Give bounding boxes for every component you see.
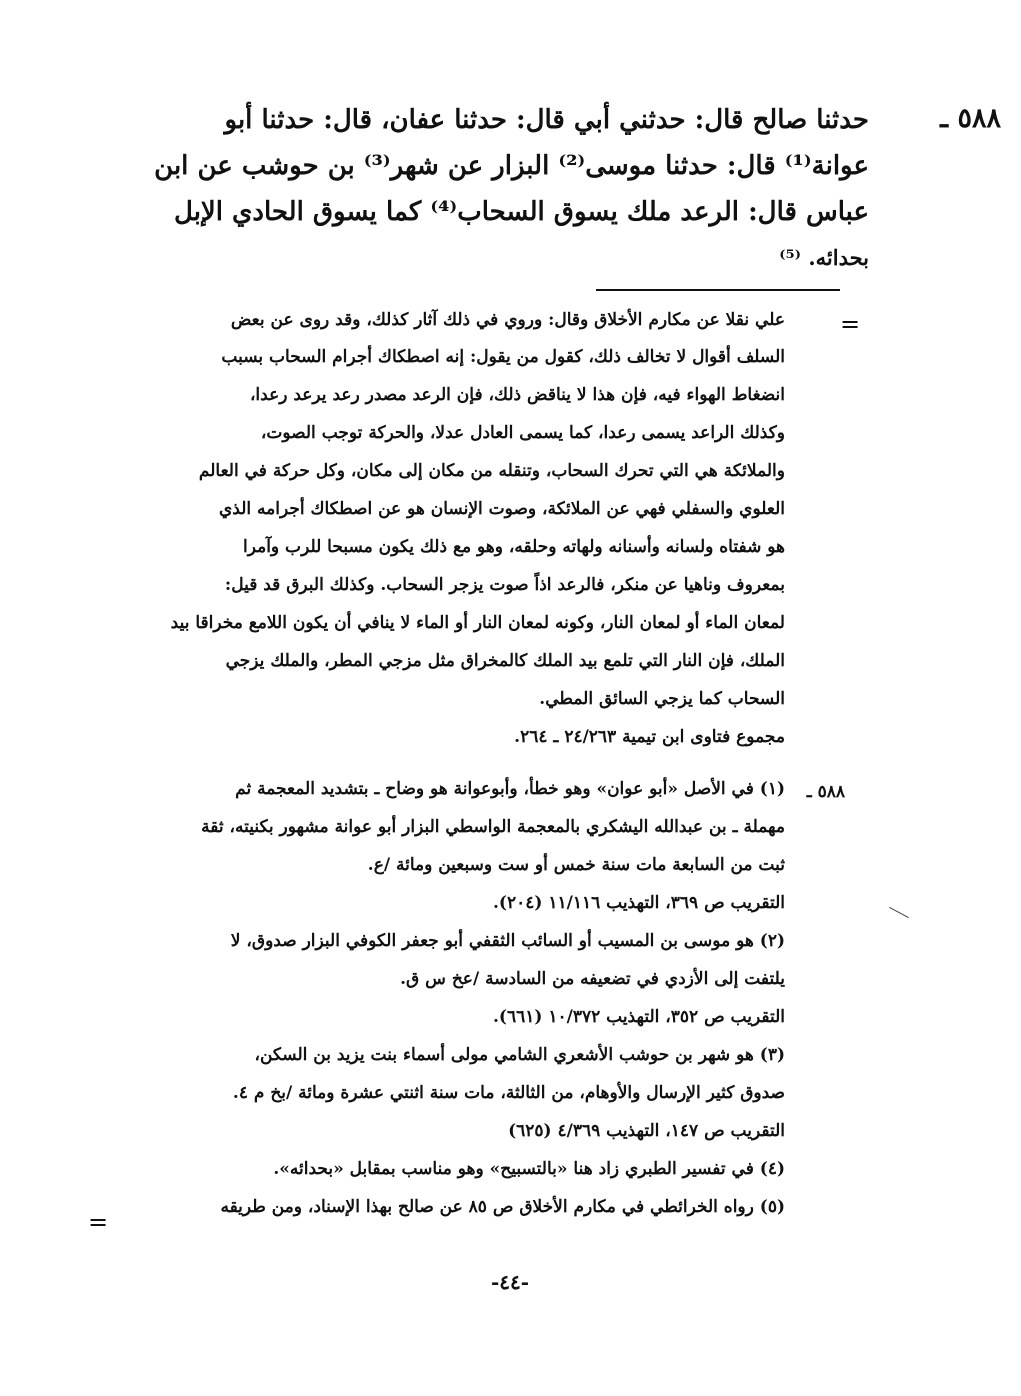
footnote-line: مهملة ـ بن عبدالله اليشكري بالمعجمة الواسطي البزار أبو عوانة مشهور بكنيته، ثقة bbox=[201, 817, 785, 837]
footnote-item-3: (٣) هو شهر بن حوشب الأشعري الشامي مولى أسماء بنت يزيد بن السكن، bbox=[254, 1045, 785, 1065]
continuation-mark-top: = bbox=[839, 310, 861, 338]
page-number: -٤٤- bbox=[490, 1270, 530, 1294]
footnote-line: يلتفت إلى الأزدي في تضعيفه من السادسة /عخ س ق. bbox=[400, 969, 785, 989]
footnote-source-line: التقريب ص ٣٦٩، التهذيب ١١/١١٦ (٢٠٤). bbox=[493, 893, 785, 913]
footnote-item-4: (٤) في تفسير الطبري زاد هنا «بالتسبيح» وهو مناسب بمقابل «بحدائه». bbox=[273, 1159, 785, 1179]
footnote-line: بمعروف وناهيا عن منكر، فالرعد اذاً صوت يزجر السحاب. وكذلك البرق قد قيل: bbox=[224, 575, 785, 595]
footnote-item-2: (٢) هو موسى بن المسيب أو السائب الثقفي أبو جعفر الكوفي البزار صدوق، لا bbox=[230, 931, 785, 951]
continuation-mark-bottom: = bbox=[87, 1208, 109, 1236]
footnote-block-number: ٥٨٨ ـ bbox=[806, 782, 845, 802]
footnote-separator bbox=[596, 289, 840, 291]
stray-pen-mark bbox=[889, 907, 909, 918]
hadith-text-line-3: عباس قال: الرعد ملك يسوق السحاب⁽⁴⁾ كما يسوق الحادي الإبل bbox=[174, 197, 869, 227]
hadith-text-line-1: حدثنا صالح قال: حدثني أبي قال: حدثنا عفان، قال: حدثنا أبو bbox=[224, 105, 869, 135]
hadith-text-line-4: بحدائه. ⁽⁵⁾ bbox=[779, 245, 869, 270]
hadith-text-line-2: عوانة⁽¹⁾ قال: حدثنا موسى⁽²⁾ البزار عن شهر⁽³⁾ بن حوشب عن ابن bbox=[154, 151, 869, 181]
footnote-line: ثبت من السابعة مات سنة خمس أو ست وسبعين ومائة /ع. bbox=[367, 855, 785, 875]
footnote-line: السحاب كما يزجي السائق المطي. bbox=[539, 689, 785, 709]
footnote-line: العلوي والسفلي فهي عن الملائكة، وصوت الإنسان هو عن اصطكاك أجرامه الذي bbox=[218, 499, 785, 519]
footnote-source-line: مجموع فتاوى ابن تيمية ٢٤/٢٦٣ ـ ٢٦٤. bbox=[514, 727, 785, 747]
footnote-line: والملائكة هي التي تحرك السحاب، وتنقله من مكان إلى مكان، وكل حركة في العالم bbox=[198, 461, 785, 481]
footnote-line: انضغاط الهواء فيه، فإن هذا لا يناقض ذلك، فإن الرعد مصدر رعد يرعد رعدا، bbox=[249, 385, 785, 405]
footnote-source-line: التقريب ص ٣٥٢، التهذيب ١٠/٣٧٢ (٦٦١). bbox=[493, 1007, 785, 1027]
footnote-line: السلف أقوال لا تخالف ذلك، كقول من يقول: إنه اصطكاك أجرام السحاب بسبب bbox=[221, 347, 785, 367]
footnote-item-5: (٥) رواه الخرائطي في مكارم الأخلاق ص ٨٥ عن صالح بهذا الإسناد، ومن طريقه bbox=[220, 1197, 785, 1217]
footnote-line: صدوق كثير الإرسال والأوهام، من الثالثة، مات سنة اثنتي عشرة ومائة /بخ م ٤. bbox=[232, 1083, 785, 1103]
footnote-item-1: (١) في الأصل «أبو عوان» وهو خطأ، وأبوعوانة هو وضاح ـ بتشديد المعجمة ثم bbox=[235, 779, 785, 799]
footnote-line: لمعان الماء أو لمعان النار، وكونه لمعان النار أو الماء لا ينافي أن يكون اللامع مخراقا بيد bbox=[170, 613, 785, 633]
footnote-line: وكذلك الراعد يسمى رعدا، كما يسمى العادل عدلا، والحركة توجب الصوت، bbox=[260, 423, 785, 443]
footnote-source-line: التقريب ص ١٤٧، التهذيب ٤/٣٦٩ (٦٢٥) bbox=[508, 1121, 785, 1141]
footnote-line: الملك، فإن النار التي تلمع بيد الملك كالمخراق مثل مزجي المطر، والملك يزجي bbox=[225, 651, 785, 671]
footnote-line: هو شفتاه ولسانه وأسنانه ولهاته وحلقه، وهو مع ذلك يكون مسبحا للرب وآمرا bbox=[243, 537, 785, 557]
footnote-line: علي نقلا عن مكارم الأخلاق وقال: وروي في ذلك آثار كذلك، وقد روى عن بعض bbox=[230, 310, 785, 330]
hadith-number: ٥٨٨ ـ bbox=[940, 103, 1001, 134]
